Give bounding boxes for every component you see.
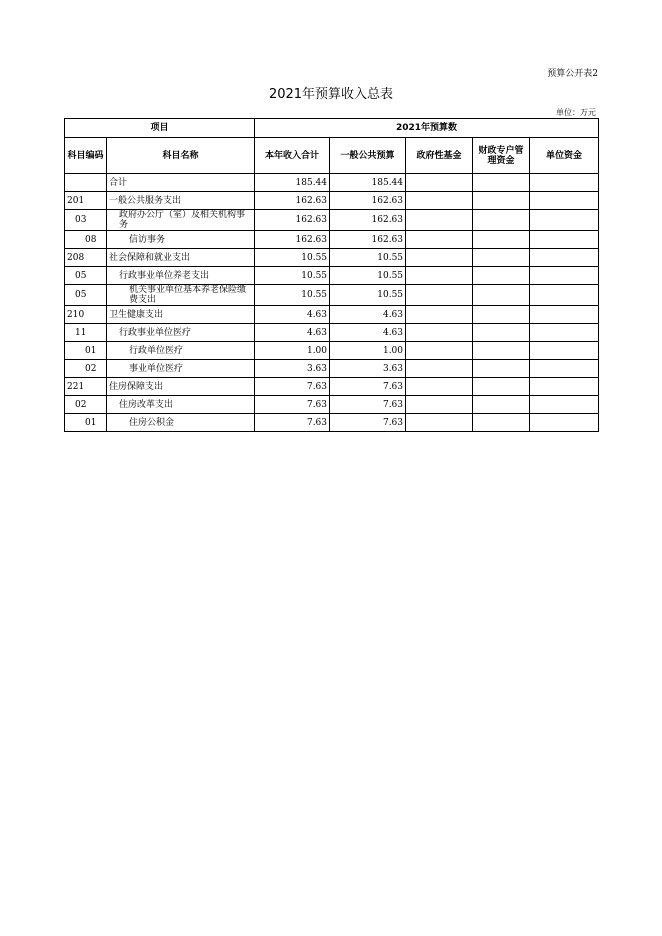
page-title: 2021年预算收入总表 (268, 87, 394, 102)
cell-unit-fund (530, 414, 599, 432)
cell-name: 信访事务 (107, 231, 255, 249)
cell-gov-fund (406, 378, 473, 396)
cell-special (473, 192, 530, 210)
table-row (65, 306, 599, 324)
cell-general: 1.00 (330, 342, 406, 360)
cell-code: 11 (65, 324, 107, 342)
header-total: 本年收入合计 (255, 138, 330, 174)
cell-gov-fund (406, 414, 473, 432)
cell-gov-fund (406, 174, 473, 192)
cell-code: 210 (65, 306, 107, 324)
header-unit-fund: 单位资金 (530, 138, 599, 174)
cell-special (473, 285, 530, 306)
cell-special (473, 306, 530, 324)
table-row (65, 414, 599, 432)
table-row (65, 324, 599, 342)
cell-unit-fund (530, 360, 599, 378)
table-row (65, 210, 599, 231)
cell-unit-fund (530, 324, 599, 342)
cell-code (65, 174, 107, 192)
cell-total: 7.63 (255, 414, 330, 432)
cell-code: 01 (65, 342, 107, 360)
table-row (65, 342, 599, 360)
cell-name: 合计 (107, 174, 255, 192)
cell-gov-fund (406, 360, 473, 378)
table-row (65, 285, 599, 306)
cell-total: 162.63 (255, 210, 330, 231)
cell-general: 7.63 (330, 396, 406, 414)
cell-total: 10.55 (255, 249, 330, 267)
cell-general: 10.55 (330, 267, 406, 285)
cell-special (473, 360, 530, 378)
cell-general: 162.63 (330, 210, 406, 231)
cell-special (473, 231, 530, 249)
table-row (65, 249, 599, 267)
cell-code: 208 (65, 249, 107, 267)
cell-code: 201 (65, 192, 107, 210)
cell-general: 4.63 (330, 324, 406, 342)
cell-gov-fund (406, 285, 473, 306)
cell-code: 02 (65, 360, 107, 378)
cell-general: 162.63 (330, 192, 406, 210)
cell-name: 住房改革支出 (107, 396, 255, 414)
cell-code: 05 (65, 267, 107, 285)
cell-name: 事业单位医疗 (107, 360, 255, 378)
cell-unit-fund (530, 192, 599, 210)
unit-label: 单位：万元 (556, 108, 596, 117)
table-row (65, 192, 599, 210)
cell-special (473, 210, 530, 231)
cell-name: 住房保障支出 (107, 378, 255, 396)
cell-code: 02 (65, 396, 107, 414)
header-general: 一般公共预算 (330, 138, 406, 174)
cell-name: 机关事业单位基本养老保险缴费支出 (107, 285, 255, 306)
header-budget-group: 2021年预算数 (255, 119, 599, 138)
header-item-group: 项目 (65, 119, 255, 138)
cell-unit-fund (530, 174, 599, 192)
cell-total: 7.63 (255, 378, 330, 396)
cell-gov-fund (406, 324, 473, 342)
cell-total: 1.00 (255, 342, 330, 360)
cell-special (473, 342, 530, 360)
cell-name: 卫生健康支出 (107, 306, 255, 324)
cell-unit-fund (530, 249, 599, 267)
cell-unit-fund (530, 231, 599, 249)
cell-general: 10.55 (330, 285, 406, 306)
table-row (65, 378, 599, 396)
cell-general: 7.63 (330, 414, 406, 432)
cell-unit-fund (530, 306, 599, 324)
cell-name: 行政事业单位养老支出 (107, 267, 255, 285)
table-number-label: 预算公开表2 (547, 69, 598, 79)
cell-total: 10.55 (255, 267, 330, 285)
cell-special (473, 414, 530, 432)
cell-code: 03 (65, 210, 107, 231)
header-special: 财政专户管理资金 (473, 138, 530, 174)
cell-total: 10.55 (255, 285, 330, 306)
cell-gov-fund (406, 249, 473, 267)
cell-special (473, 249, 530, 267)
cell-code: 221 (65, 378, 107, 396)
cell-special (473, 267, 530, 285)
cell-total: 185.44 (255, 174, 330, 192)
cell-code: 08 (65, 231, 107, 249)
table-row (65, 267, 599, 285)
cell-unit-fund (530, 342, 599, 360)
cell-unit-fund (530, 396, 599, 414)
cell-name: 住房公积金 (107, 414, 255, 432)
table-row (65, 174, 599, 192)
cell-code: 01 (65, 414, 107, 432)
cell-name: 社会保障和就业支出 (107, 249, 255, 267)
cell-special (473, 174, 530, 192)
cell-general: 3.63 (330, 360, 406, 378)
cell-total: 3.63 (255, 360, 330, 378)
table-row (65, 360, 599, 378)
cell-code: 05 (65, 285, 107, 306)
cell-total: 4.63 (255, 306, 330, 324)
cell-name: 行政事业单位医疗 (107, 324, 255, 342)
table-row (65, 396, 599, 414)
cell-special (473, 324, 530, 342)
header-code: 科目编码 (65, 138, 107, 174)
cell-special (473, 378, 530, 396)
budget-income-table (64, 118, 599, 432)
cell-name: 政府办公厅（室）及相关机构事务 (107, 210, 255, 231)
header-gov-fund: 政府性基金 (406, 138, 473, 174)
cell-gov-fund (406, 396, 473, 414)
cell-general: 7.63 (330, 378, 406, 396)
cell-gov-fund (406, 210, 473, 231)
table-row (65, 231, 599, 249)
cell-general: 10.55 (330, 249, 406, 267)
cell-general: 162.63 (330, 231, 406, 249)
cell-gov-fund (406, 231, 473, 249)
cell-unit-fund (530, 378, 599, 396)
cell-special (473, 396, 530, 414)
header-name: 科目名称 (107, 138, 255, 174)
cell-general: 185.44 (330, 174, 406, 192)
cell-general: 4.63 (330, 306, 406, 324)
cell-unit-fund (530, 285, 599, 306)
cell-gov-fund (406, 306, 473, 324)
cell-gov-fund (406, 342, 473, 360)
cell-unit-fund (530, 210, 599, 231)
cell-gov-fund (406, 267, 473, 285)
cell-name: 一般公共服务支出 (107, 192, 255, 210)
cell-total: 4.63 (255, 324, 330, 342)
cell-total: 162.63 (255, 192, 330, 210)
cell-gov-fund (406, 192, 473, 210)
cell-total: 7.63 (255, 396, 330, 414)
cell-name: 行政单位医疗 (107, 342, 255, 360)
cell-unit-fund (530, 267, 599, 285)
cell-total: 162.63 (255, 231, 330, 249)
